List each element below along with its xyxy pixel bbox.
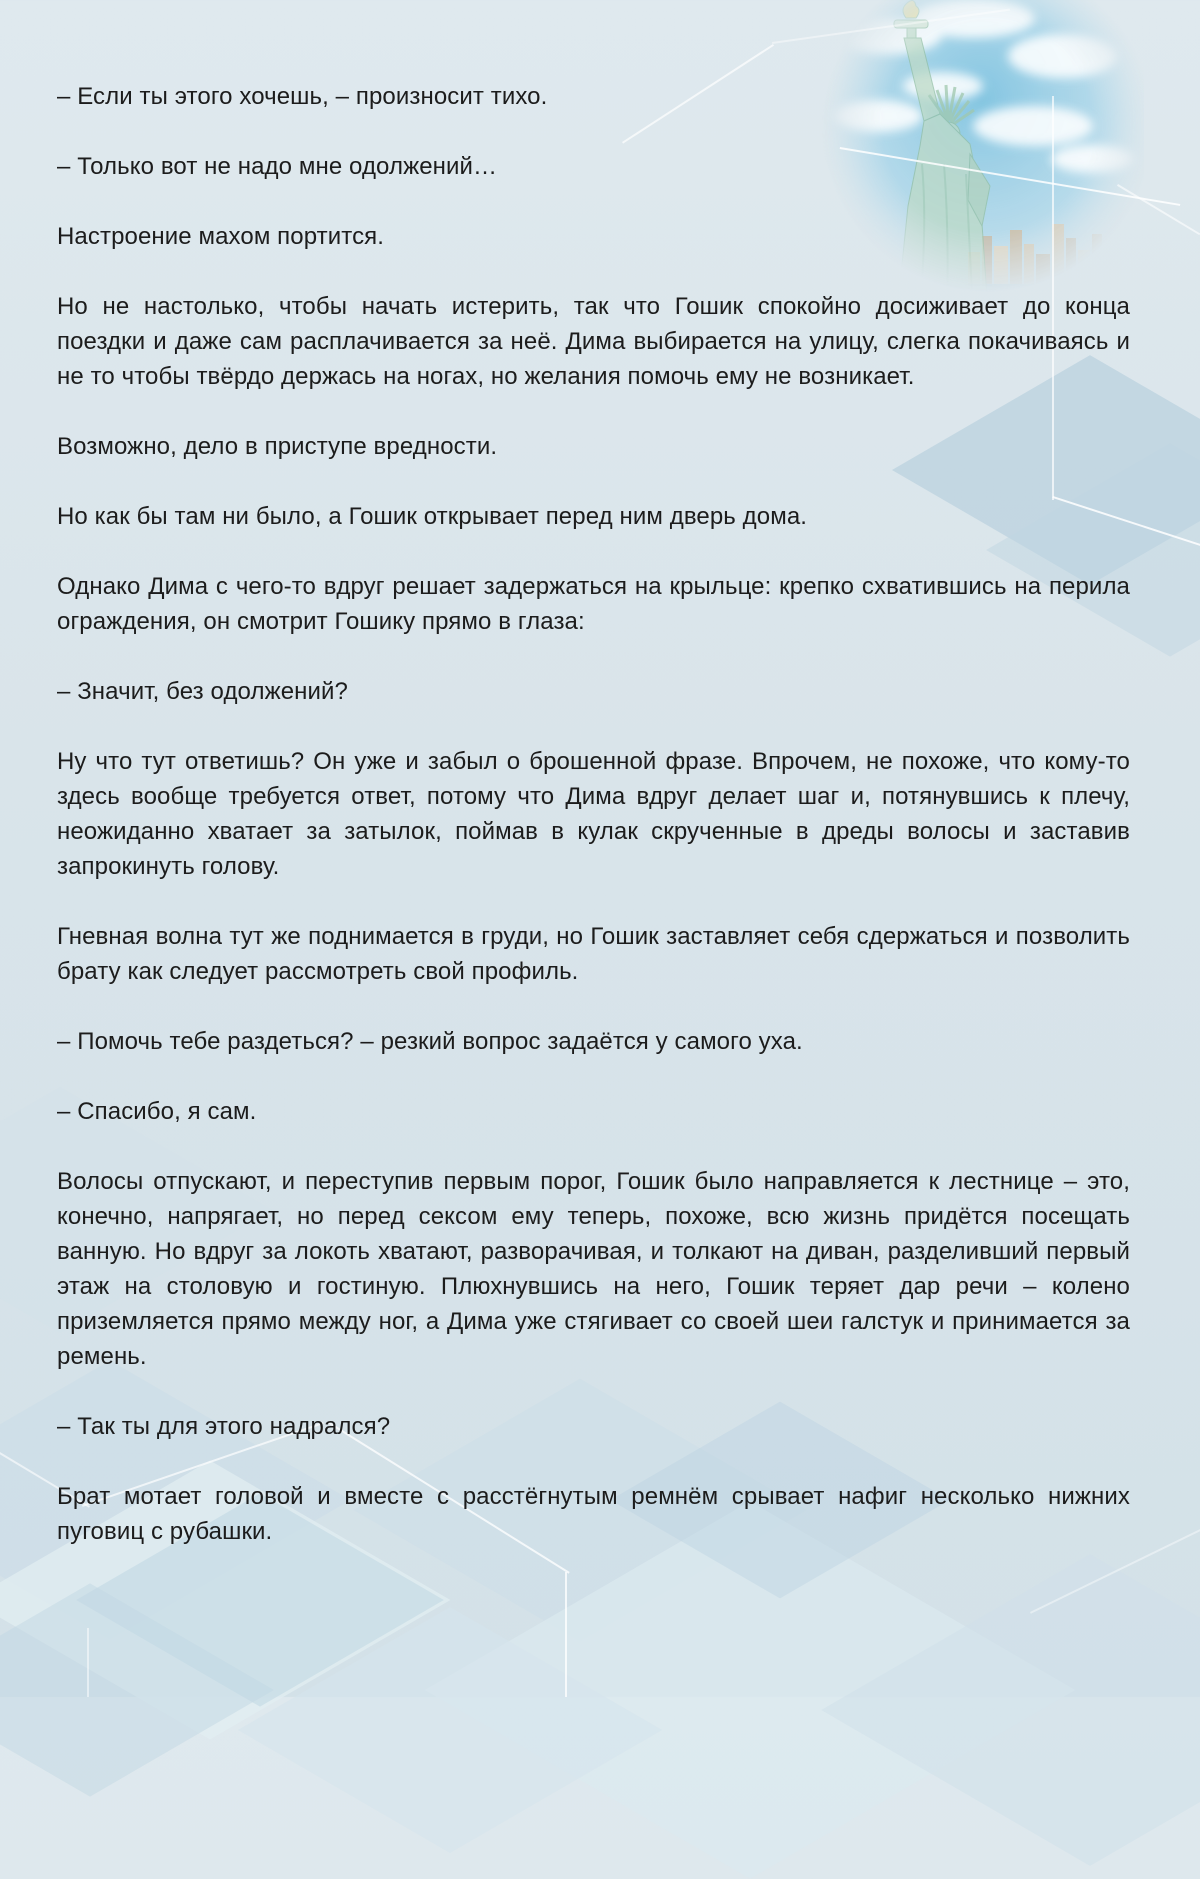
narration-paragraph: Гневная волна тут же поднимается в груди, но Гошик заставляет себя сдержаться и позволить брату как следует рассмотреть свой профиль. (57, 923, 1130, 985)
narration-paragraph: Но как бы там ни было, а Гошик открывает перед ним дверь дома. (57, 503, 808, 530)
decor-line (87, 1628, 89, 1697)
dialogue-line: – Спасибо, я сам. (57, 1098, 257, 1125)
dialogue-line: – Только вот не надо мне одолжений… (57, 153, 498, 180)
narration-paragraph: Но не настолько, чтобы начать истерить, так что Гошик спокойно досиживает до конца поездки и даже сам расплачивается за неё. Дима выбирается на улицу, слегка покачиваясь и не то чтобы твёрдо держась на ногах, но желания помочь ему не возникает. (57, 293, 1130, 390)
page-text (57, 0, 1130, 1584)
narration-paragraph: Брат мотает головой и вместе с расстёгнутым ремнём срывает нафиг несколько нижних пуговиц с рубашки. (57, 1483, 1130, 1545)
dialogue-line: – Если ты этого хочешь, – произносит тихо. (57, 83, 548, 110)
narration-paragraph: Возможно, дело в приступе вредности. (57, 433, 498, 460)
narration-paragraph: Волосы отпускают, и переступив первым порог, Гошик было направляется к лестнице – это, конечно, напрягает, но перед сексом ему теперь, похоже, всю жизнь придётся посещать ванную. Но вдруг за локоть хватают, разворачивая, и толкают на диван, разделивший первый этаж на столовую и гостиную. Плюхнувшись на него, Гошик теряет дар речи – колено приземляется прямо между ног, а Дима уже стягивает со своей шеи галстук и принимается за ремень. (57, 1168, 1130, 1370)
dialogue-line: – Значит, без одолжений? (57, 678, 348, 705)
dialogue-line: – Помочь тебе раздеться? – резкий вопрос задаётся у самого уха. (57, 1028, 803, 1055)
dialogue-line: – Так ты для этого надрался? (57, 1413, 391, 1440)
narration-paragraph: Однако Дима с чего-то вдруг решает задержаться на крыльце: крепко схватившись на перила ограждения, он смотрит Гошику прямо в глаза: (57, 573, 1130, 635)
decor-line (565, 1572, 567, 1697)
narration-paragraph: Настроение махом портится. (57, 223, 385, 250)
narration-paragraph: Ну что тут ответишь? Он уже и забыл о брошенной фразе. Впрочем, не похоже, что кому-то здесь вообще требуется ответ, потому что Дима вдруг делает шаг и, потянувшись к плечу, неожиданно хватает за затылок, поймав в кулак скрученные в дреды волосы и заставив запрокинуть голову. (57, 748, 1130, 880)
